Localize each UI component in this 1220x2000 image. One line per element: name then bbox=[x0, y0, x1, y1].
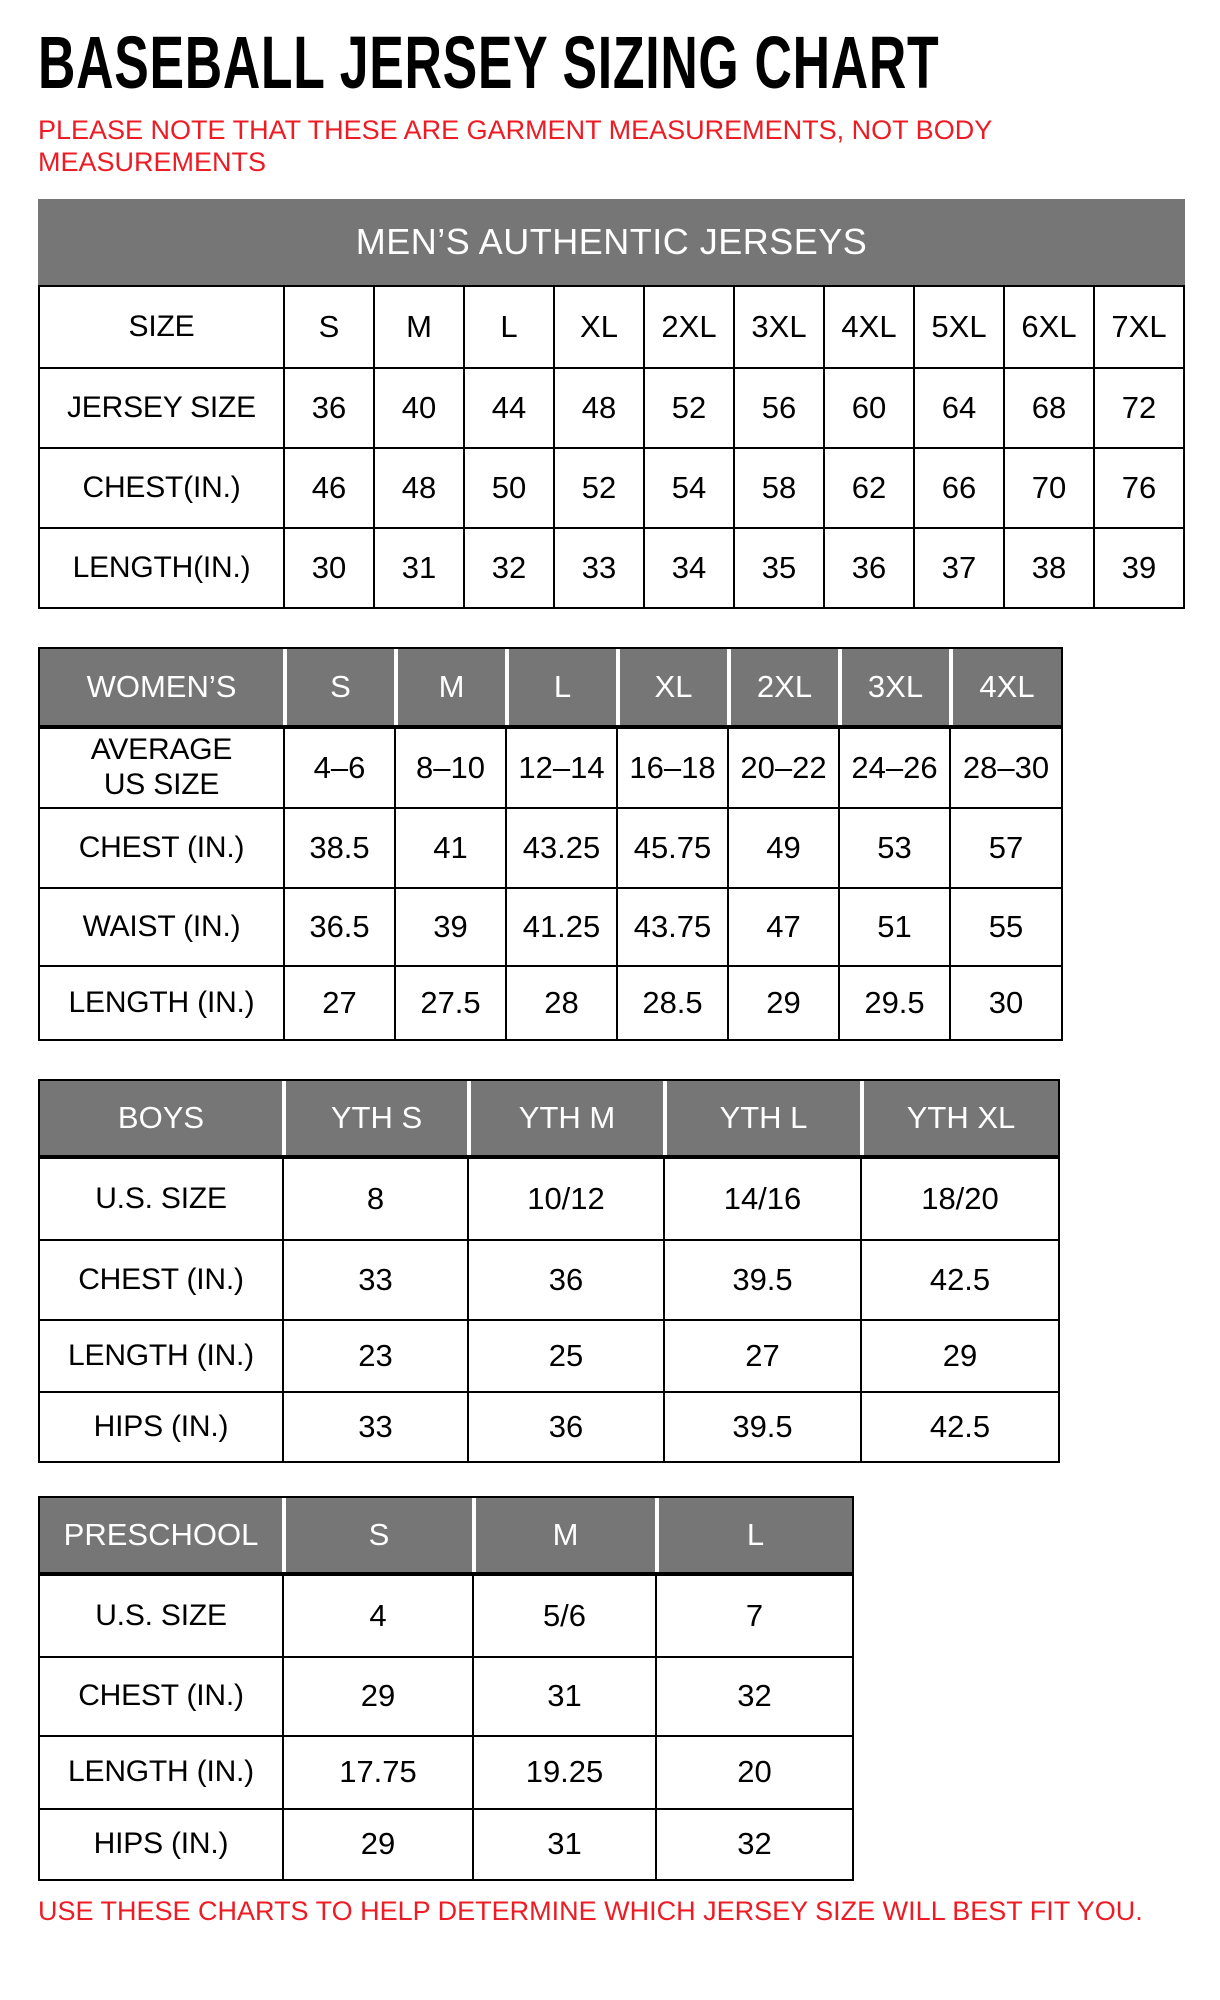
value-cell: S bbox=[283, 287, 373, 367]
table-body bbox=[38, 1159, 1060, 1463]
table-body bbox=[38, 729, 1063, 1041]
table-title-cell: WOMEN’S bbox=[40, 649, 283, 725]
table-row bbox=[40, 367, 1183, 447]
column-header: YTH M bbox=[467, 1081, 663, 1155]
value-cell: 44 bbox=[463, 369, 553, 447]
table-title-cell: BOYS bbox=[40, 1081, 282, 1155]
value-cell: 16–18 bbox=[616, 729, 727, 807]
table-row bbox=[40, 1391, 1058, 1461]
value-cell: 6XL bbox=[1003, 287, 1093, 367]
value-cell: XL bbox=[553, 287, 643, 367]
note-line-2: MEASUREMENTS bbox=[38, 147, 267, 178]
mens-sizing-table bbox=[38, 199, 1220, 609]
value-cell: 42.5 bbox=[860, 1393, 1058, 1461]
table-row bbox=[40, 447, 1183, 527]
value-cell: 29 bbox=[727, 967, 838, 1039]
table-row bbox=[40, 287, 1183, 367]
table-row bbox=[40, 965, 1061, 1039]
table-title: MEN’S AUTHENTIC JERSEYS bbox=[355, 220, 868, 262]
value-cell: 30 bbox=[283, 529, 373, 607]
value-cell: 20 bbox=[655, 1737, 852, 1808]
value-cell: 53 bbox=[838, 809, 949, 887]
value-cell: 38 bbox=[1003, 529, 1093, 607]
table-title-bar bbox=[38, 199, 1185, 285]
value-cell: 52 bbox=[553, 449, 643, 527]
value-cell: 29 bbox=[282, 1810, 472, 1879]
value-cell: 33 bbox=[282, 1241, 467, 1319]
column-header: M bbox=[394, 649, 505, 725]
table-row bbox=[40, 1239, 1058, 1319]
value-cell: M bbox=[373, 287, 463, 367]
row-label bbox=[40, 729, 283, 807]
row-label: U.S. SIZE bbox=[95, 1181, 227, 1215]
value-cell: 36 bbox=[467, 1241, 663, 1319]
column-header: M bbox=[472, 1498, 655, 1572]
column-header: L bbox=[655, 1498, 852, 1572]
table-row bbox=[40, 1159, 1058, 1239]
value-cell: 3XL bbox=[733, 287, 823, 367]
row-label: LENGTH (IN.) bbox=[68, 1338, 254, 1372]
row-label: JERSEY SIZE bbox=[67, 390, 256, 424]
row-label: LENGTH(IN.) bbox=[72, 550, 251, 584]
value-cell: 55 bbox=[949, 889, 1061, 965]
value-cell: 20–22 bbox=[727, 729, 838, 807]
value-cell: 66 bbox=[913, 449, 1003, 527]
value-cell: 62 bbox=[823, 449, 913, 527]
value-cell: 41 bbox=[394, 809, 505, 887]
value-cell: 5/6 bbox=[472, 1576, 655, 1656]
value-cell: 4XL bbox=[823, 287, 913, 367]
row-label: SIZE bbox=[128, 309, 195, 343]
row-label: LENGTH (IN.) bbox=[68, 1755, 254, 1789]
row-label: CHEST (IN.) bbox=[78, 1679, 244, 1713]
value-cell: 28 bbox=[505, 967, 616, 1039]
row-label: HIPS (IN.) bbox=[93, 1827, 229, 1861]
value-cell: 45.75 bbox=[616, 809, 727, 887]
row-label: LENGTH (IN.) bbox=[68, 985, 255, 1019]
value-cell: 49 bbox=[727, 809, 838, 887]
value-cell: 36 bbox=[283, 369, 373, 447]
value-cell: 48 bbox=[553, 369, 643, 447]
row-label: HIPS (IN.) bbox=[93, 1409, 229, 1443]
value-cell: 27 bbox=[283, 967, 394, 1039]
value-cell: 38.5 bbox=[283, 809, 394, 887]
footer-note: USE THESE CHARTS TO HELP DETERMINE WHICH JERSEY SIZE WILL BEST FIT YOU. bbox=[38, 1895, 1143, 1926]
value-cell: 43.75 bbox=[616, 889, 727, 965]
value-cell: 28.5 bbox=[616, 967, 727, 1039]
row-label: CHEST (IN.) bbox=[78, 830, 245, 864]
value-cell: 41.25 bbox=[505, 889, 616, 965]
value-cell: 52 bbox=[643, 369, 733, 447]
value-cell: 39 bbox=[1093, 529, 1183, 607]
value-cell: 42.5 bbox=[860, 1241, 1058, 1319]
table-row bbox=[40, 1319, 1058, 1391]
value-cell: 24–26 bbox=[838, 729, 949, 807]
value-cell: 4 bbox=[282, 1576, 472, 1656]
value-cell: 39.5 bbox=[663, 1241, 860, 1319]
note-line-1: PLEASE NOTE THAT THESE ARE GARMENT MEASUREMENTS, NOT BODY bbox=[38, 115, 993, 145]
value-cell: 5XL bbox=[913, 287, 1003, 367]
value-cell: 43.25 bbox=[505, 809, 616, 887]
value-cell: 8 bbox=[282, 1159, 467, 1239]
row-label: CHEST(IN.) bbox=[82, 470, 241, 504]
value-cell: 27.5 bbox=[394, 967, 505, 1039]
value-cell: 36.5 bbox=[283, 889, 394, 965]
garment-measurement-note bbox=[38, 114, 1220, 179]
value-cell: 17.75 bbox=[282, 1737, 472, 1808]
row-label-line: AVERAGE bbox=[90, 733, 233, 767]
table-row bbox=[40, 1735, 852, 1808]
table-row bbox=[40, 1576, 852, 1656]
value-cell: 27 bbox=[663, 1321, 860, 1391]
value-cell: 12–14 bbox=[505, 729, 616, 807]
value-cell: 70 bbox=[1003, 449, 1093, 527]
table-row bbox=[40, 527, 1183, 607]
table-row bbox=[40, 729, 1061, 807]
value-cell: 23 bbox=[282, 1321, 467, 1391]
column-header: 2XL bbox=[727, 649, 838, 725]
value-cell: 50 bbox=[463, 449, 553, 527]
value-cell: 10/12 bbox=[467, 1159, 663, 1239]
value-cell: 35 bbox=[733, 529, 823, 607]
womens-sizing-table bbox=[38, 647, 1220, 1041]
table-row bbox=[40, 807, 1061, 887]
value-cell: 31 bbox=[373, 529, 463, 607]
table-header-row bbox=[38, 647, 1063, 729]
boys-sizing-table bbox=[38, 1079, 1220, 1463]
column-header: XL bbox=[616, 649, 727, 725]
value-cell: 68 bbox=[1003, 369, 1093, 447]
row-label: WAIST (IN.) bbox=[82, 909, 241, 943]
value-cell: 56 bbox=[733, 369, 823, 447]
value-cell: 33 bbox=[553, 529, 643, 607]
value-cell: 2XL bbox=[643, 287, 733, 367]
column-header: YTH L bbox=[663, 1081, 860, 1155]
value-cell: 46 bbox=[283, 449, 373, 527]
value-cell: 28–30 bbox=[949, 729, 1061, 807]
value-cell: 57 bbox=[949, 809, 1061, 887]
value-cell: L bbox=[463, 287, 553, 367]
value-cell: 7 bbox=[655, 1576, 852, 1656]
value-cell: 39.5 bbox=[663, 1393, 860, 1461]
value-cell: 29 bbox=[282, 1658, 472, 1735]
table-row bbox=[40, 1808, 852, 1879]
row-label: U.S. SIZE bbox=[95, 1598, 227, 1632]
value-cell: 29 bbox=[860, 1321, 1058, 1391]
value-cell: 58 bbox=[733, 449, 823, 527]
value-cell: 14/16 bbox=[663, 1159, 860, 1239]
value-cell: 36 bbox=[467, 1393, 663, 1461]
value-cell: 37 bbox=[913, 529, 1003, 607]
table-row bbox=[40, 1656, 852, 1735]
value-cell: 31 bbox=[472, 1810, 655, 1879]
column-header: 4XL bbox=[949, 649, 1061, 725]
table-header-row bbox=[38, 1079, 1060, 1159]
value-cell: 32 bbox=[655, 1658, 852, 1735]
value-cell: 4–6 bbox=[283, 729, 394, 807]
value-cell: 19.25 bbox=[472, 1737, 655, 1808]
value-cell: 32 bbox=[463, 529, 553, 607]
row-label: CHEST (IN.) bbox=[78, 1262, 244, 1296]
preschool-sizing-table bbox=[38, 1496, 1220, 1881]
value-cell: 48 bbox=[373, 449, 463, 527]
value-cell: 7XL bbox=[1093, 287, 1183, 367]
row-label-line: US SIZE bbox=[103, 767, 220, 801]
page-title: BASEBALL JERSEY SIZING CHART bbox=[38, 21, 940, 104]
column-header: 3XL bbox=[838, 649, 949, 725]
value-cell: 29.5 bbox=[838, 967, 949, 1039]
value-cell: 40 bbox=[373, 369, 463, 447]
value-cell: 34 bbox=[643, 529, 733, 607]
value-cell: 64 bbox=[913, 369, 1003, 447]
value-cell: 33 bbox=[282, 1393, 467, 1461]
column-header: S bbox=[283, 649, 394, 725]
column-header: YTH S bbox=[282, 1081, 467, 1155]
table-row bbox=[40, 887, 1061, 965]
value-cell: 51 bbox=[838, 889, 949, 965]
value-cell: 25 bbox=[467, 1321, 663, 1391]
value-cell: 18/20 bbox=[860, 1159, 1058, 1239]
value-cell: 60 bbox=[823, 369, 913, 447]
value-cell: 8–10 bbox=[394, 729, 505, 807]
value-cell: 31 bbox=[472, 1658, 655, 1735]
column-header: L bbox=[505, 649, 616, 725]
value-cell: 76 bbox=[1093, 449, 1183, 527]
value-cell: 72 bbox=[1093, 369, 1183, 447]
column-header: S bbox=[282, 1498, 472, 1572]
value-cell: 54 bbox=[643, 449, 733, 527]
value-cell: 39 bbox=[394, 889, 505, 965]
table-header-row bbox=[38, 1496, 854, 1576]
column-header: YTH XL bbox=[860, 1081, 1058, 1155]
value-cell: 30 bbox=[949, 967, 1061, 1039]
table-title-cell: PRESCHOOL bbox=[40, 1498, 282, 1572]
value-cell: 47 bbox=[727, 889, 838, 965]
value-cell: 36 bbox=[823, 529, 913, 607]
table-body bbox=[38, 1576, 854, 1881]
page bbox=[0, 21, 1220, 1927]
value-cell: 32 bbox=[655, 1810, 852, 1879]
table-body bbox=[38, 285, 1185, 609]
